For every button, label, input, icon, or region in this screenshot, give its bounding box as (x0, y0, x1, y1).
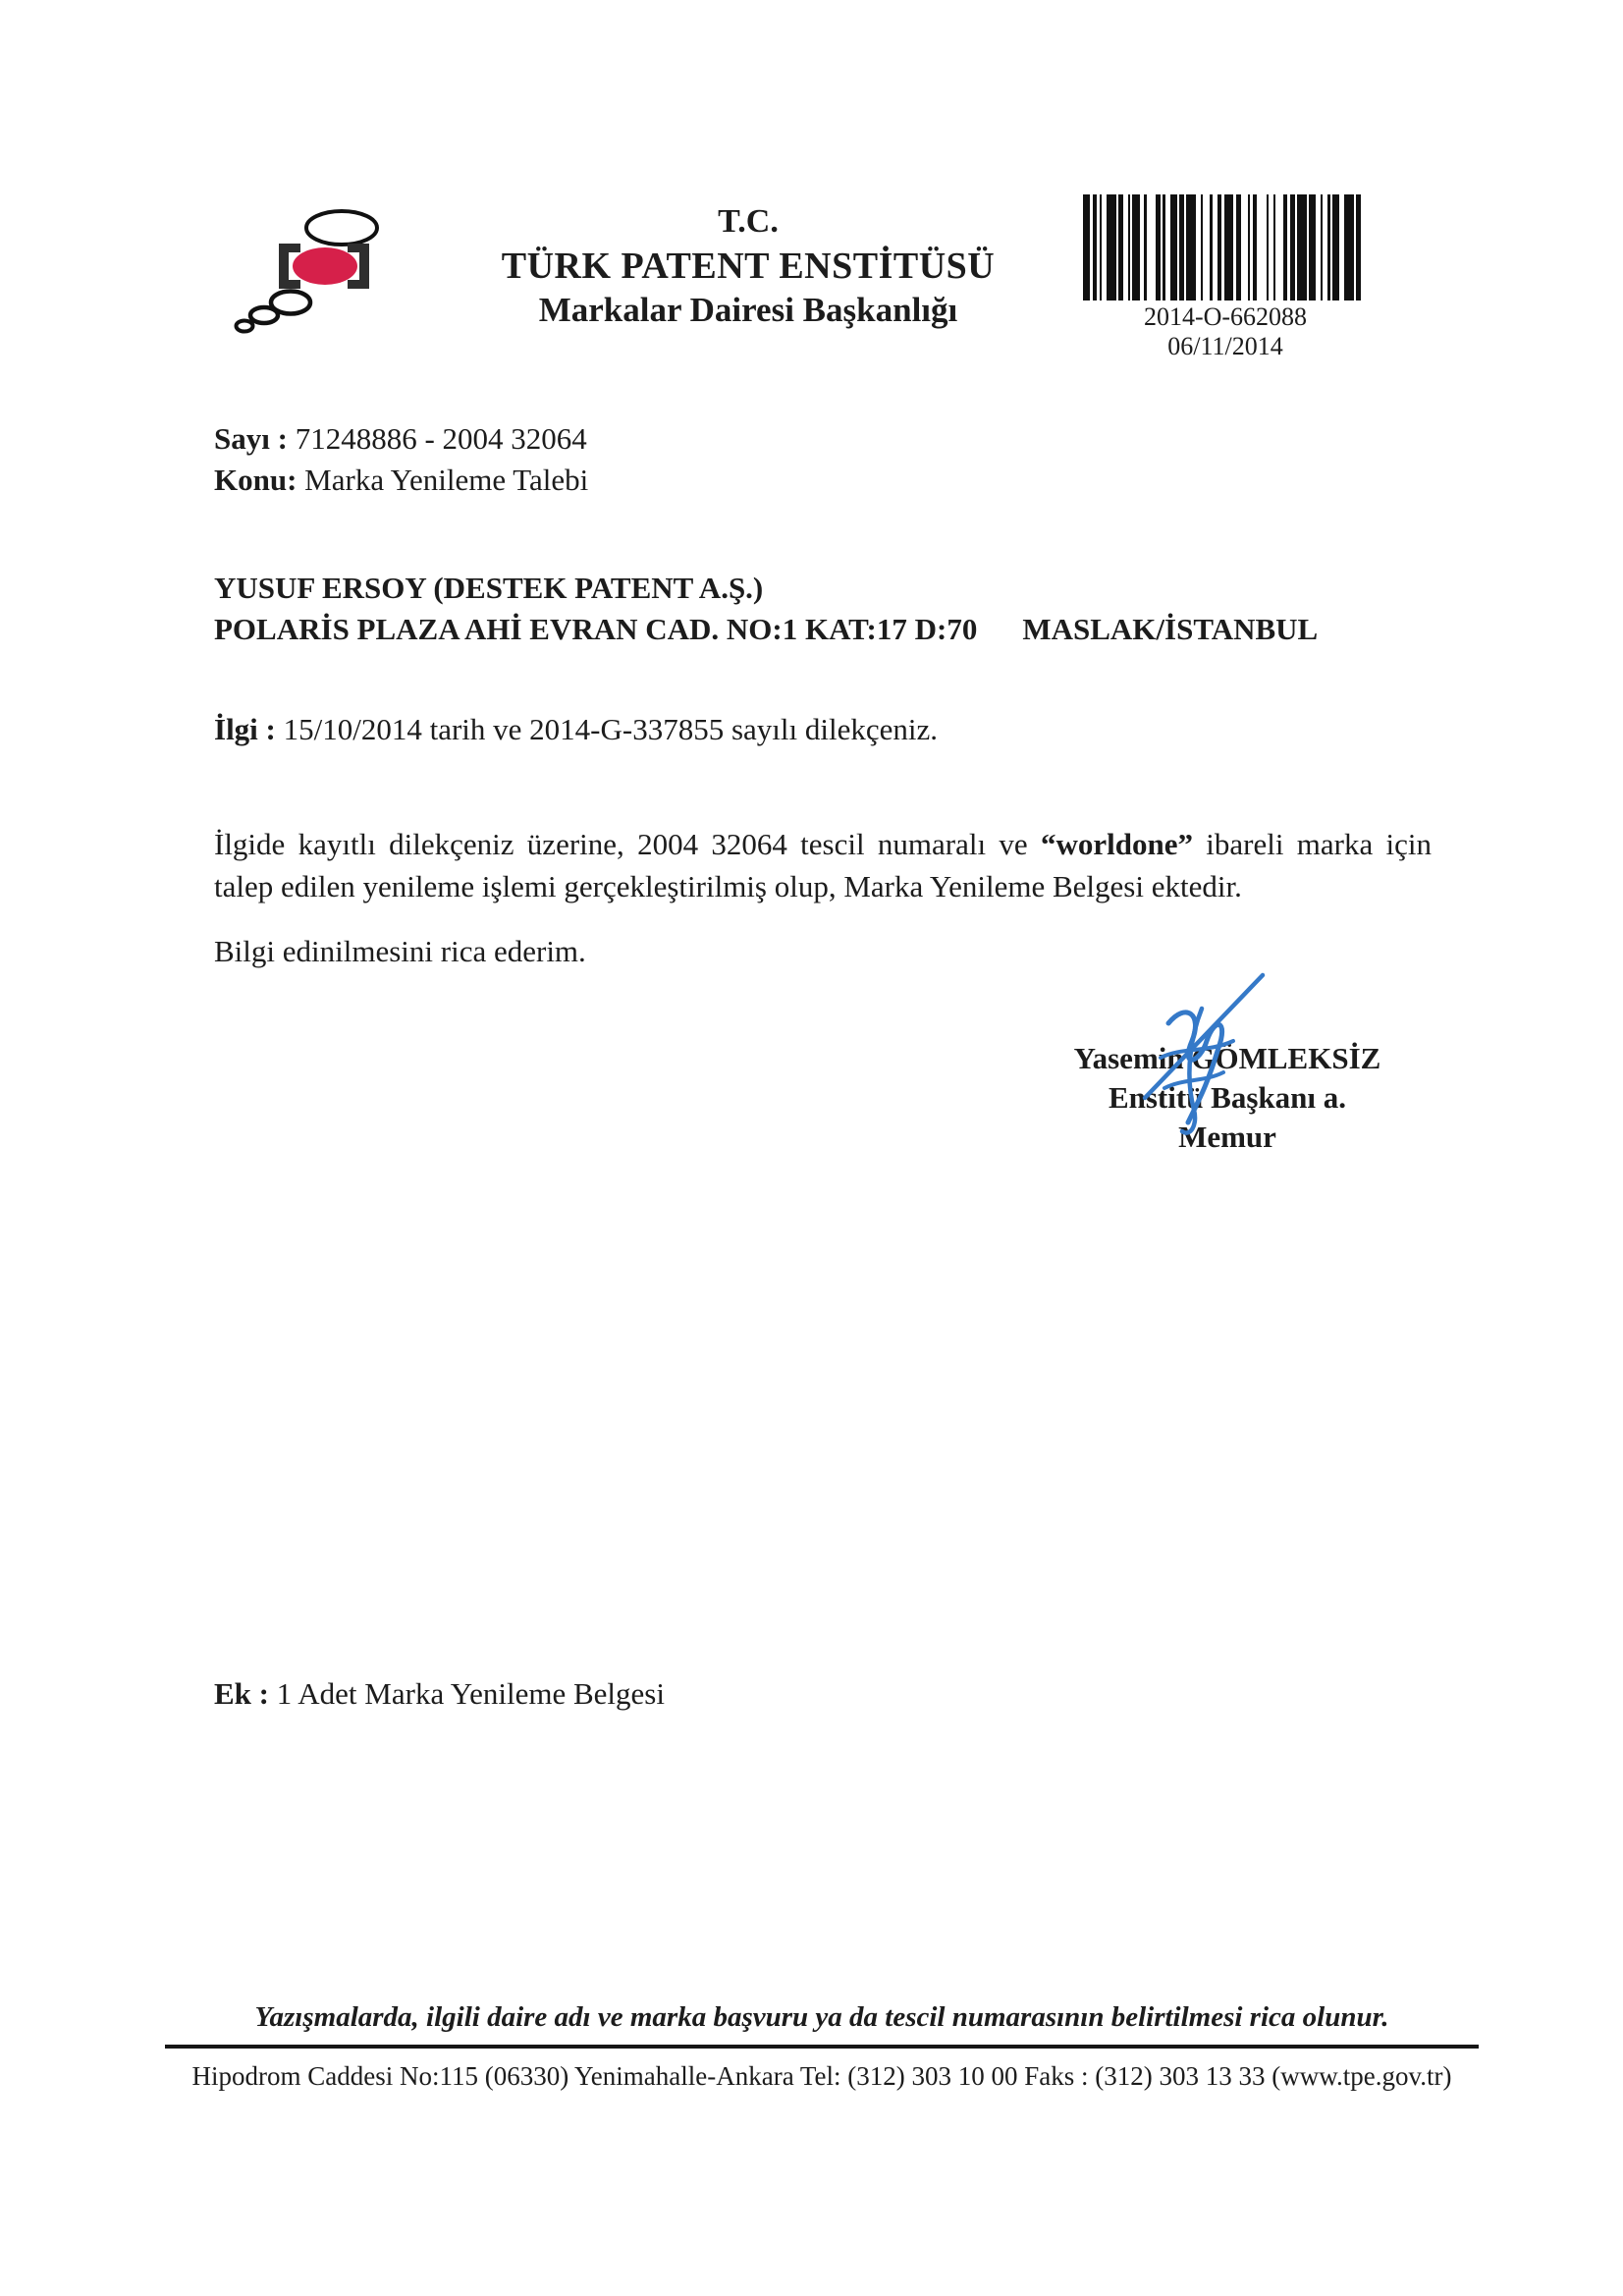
header-department: Markalar Dairesi Başkanlığı (538, 291, 958, 329)
reference-row (214, 709, 938, 750)
attachment-label: Ek : (214, 1676, 269, 1711)
document-meta (214, 418, 588, 501)
recipient-address-row (214, 609, 1318, 650)
body-text-after: ibareli marka için talep edilen yenileme işlemi gerçekleştirilmiş olup, Marka Yenileme Belgesi ektedir. (214, 827, 1433, 903)
subject-value: Marka Yenileme Talebi (304, 463, 589, 497)
body-text-before: İlgide kayıtlı dilekçeniz üzerine, 2004 32064 tescil numaralı ve (214, 827, 1041, 861)
reference-label: İlgi : (214, 712, 276, 746)
signature-name: Yasemin GÖMLEKSİZ (1073, 1041, 1381, 1075)
subject-row (214, 460, 588, 501)
footer-notice: Yazışmalarda, ilgili daire adı ve marka başvuru ya da tescil numarasının belirtilmesi rica olunur. (254, 2001, 1389, 2033)
body-paragraph (214, 823, 1432, 907)
attachment-row (214, 1673, 665, 1715)
recipient-block (214, 568, 1318, 650)
header-country: T.C. (718, 203, 779, 240)
barcode (1083, 194, 1368, 361)
recipient-address: POLARİS PLAZA AHİ EVRAN CAD. NO:1 KAT:17 D:70 (214, 612, 978, 646)
subject-label: Konu: (214, 463, 298, 497)
doc-number-label: Sayı : (214, 421, 288, 456)
footer-divider (165, 2045, 1479, 2049)
signature-role: Memur (1178, 1120, 1276, 1154)
footer-address: Hipodrom Caddesi No:115 (06330) Yenimahalle-Ankara Tel: (312) 303 10 00 Faks : (312) 303 13 33 (www.tpe.gov.tr) (191, 2061, 1452, 2091)
closing-line: Bilgi edinilmesini rica ederim. (214, 934, 586, 968)
reference-text: 15/10/2014 tarih ve 2014-G-337855 sayılı dilekçeniz. (283, 712, 938, 746)
barcode-code: 2014-O-662088 (1143, 302, 1308, 331)
letterhead (405, 200, 1092, 332)
tpe-logo-icon (234, 206, 399, 336)
recipient-name: YUSUF ERSOY (DESTEK PATENT A.Ş.) (214, 571, 764, 605)
attachment-text: 1 Adet Marka Yenileme Belgesi (276, 1676, 665, 1711)
handwritten-signature (1108, 962, 1289, 1154)
barcode-bars-icon (1083, 194, 1368, 301)
recipient-city: MASLAK/İSTANBUL (1022, 612, 1319, 646)
header-institute: TÜRK PATENT ENSTİTÜSÜ (501, 246, 996, 287)
signature-title: Enstitü Başkanı a. (1108, 1080, 1347, 1115)
doc-number-value: 71248886 - 2004 32064 (295, 421, 587, 456)
doc-number-row (214, 418, 588, 460)
barcode-date: 06/11/2014 (1167, 332, 1283, 360)
body-highlight-term: “worldone” (1040, 827, 1193, 861)
